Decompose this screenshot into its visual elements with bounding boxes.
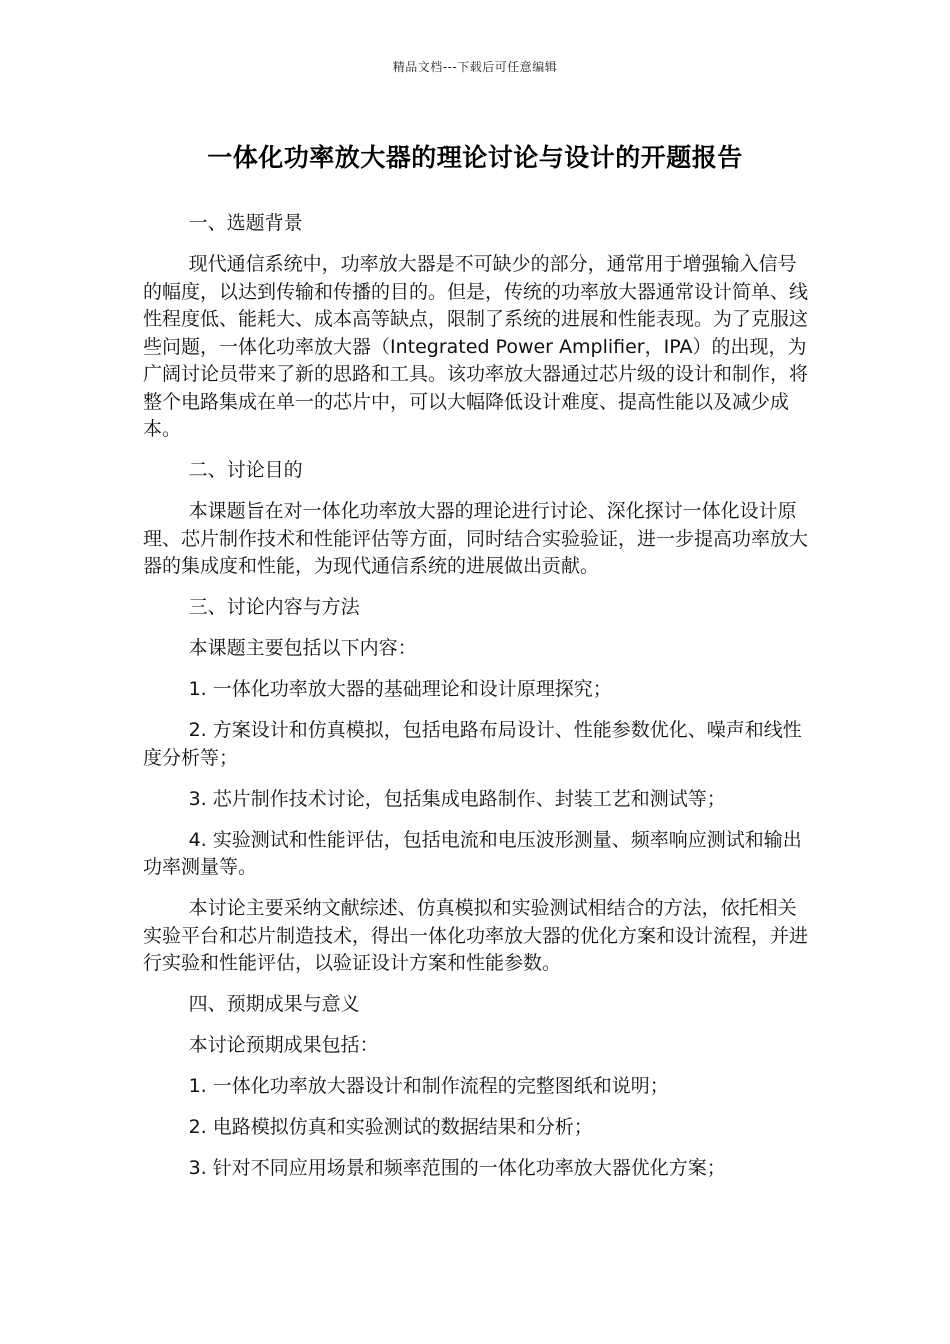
list-item-outcome-3: 3. 针对不同应用场景和频率范围的一体化功率放大器优化方案； — [188, 1157, 726, 1179]
document-body — [143, 210, 811, 1196]
paragraph-outcomes-intro: 本讨论预期成果包括： — [188, 1034, 379, 1056]
list-item-outcome-2: 2. 电路模拟仿真和实验测试的数据结果和分析； — [188, 1116, 593, 1138]
section-heading-content-methods: 三、讨论内容与方法 — [188, 596, 360, 618]
page-header: 精品文档---下载后可任意编辑 — [392, 60, 558, 74]
section-heading-background: 一、选题背景 — [188, 212, 303, 234]
list-item-content-4: 4. 实验测试和性能评估，包括电流和电压波形测量、频率响应测试和输出功率测量等。 — [143, 828, 802, 878]
section-heading-outcomes: 四、预期成果与意义 — [188, 993, 360, 1015]
list-item-content-2: 2. 方案设计和仿真模拟，包括电路布局设计、性能参数优化、噪声和线性度分析等； — [143, 719, 802, 769]
paragraph-content-intro: 本课题主要包括以下内容： — [188, 637, 417, 659]
paragraph-purpose: 本课题旨在对一体化功率放大器的理论进行讨论、深化探讨一体化设计原理、芯片制作技术和性能评估等方面，同时结合实验验证，进一步提高功率放大器的集成度和性能，为现代通信系统的进展做出贡献。 — [143, 500, 809, 577]
section-heading-purpose: 二、讨论目的 — [188, 459, 303, 481]
list-item-content-1: 1. 一体化功率放大器的基础理论和设计原理探究； — [188, 678, 612, 700]
list-item-outcome-1: 1. 一体化功率放大器设计和制作流程的完整图纸和说明； — [188, 1075, 669, 1097]
list-item-content-3: 3. 芯片制作技术讨论，包括集成电路制作、封装工艺和测试等； — [188, 787, 726, 810]
document-title: 一体化功率放大器的理论讨论与设计的开题报告 — [207, 143, 743, 172]
paragraph-methods: 本讨论主要采纳文献综述、仿真模拟和实验测试相结合的方法，依托相关实验平台和芯片制造技术，得出一体化功率放大器的优化方案和设计流程，并进行实验和性能评估，以验证设计方案和性能参数。 — [143, 897, 809, 974]
paragraph-background: 现代通信系统中，功率放大器是不可缺少的部分，通常用于增强输入信号的幅度，以达到传输和传播的目的。但是，传统的功率放大器通常设计简单、线性程度低、能耗大、成本高等缺点，限制了系统的进展和性能表现。为了克服这些问题，一体化功率放大器（Integrated Power Amplifier，IPA）的出现，为广阔讨论员带来了新的思路和工具。该功率放大器通过芯片级的设计和制作，将整个电路集成在单一的芯片中，可以大幅降低设计难度、提高性能以及减少成本。 — [143, 253, 809, 440]
